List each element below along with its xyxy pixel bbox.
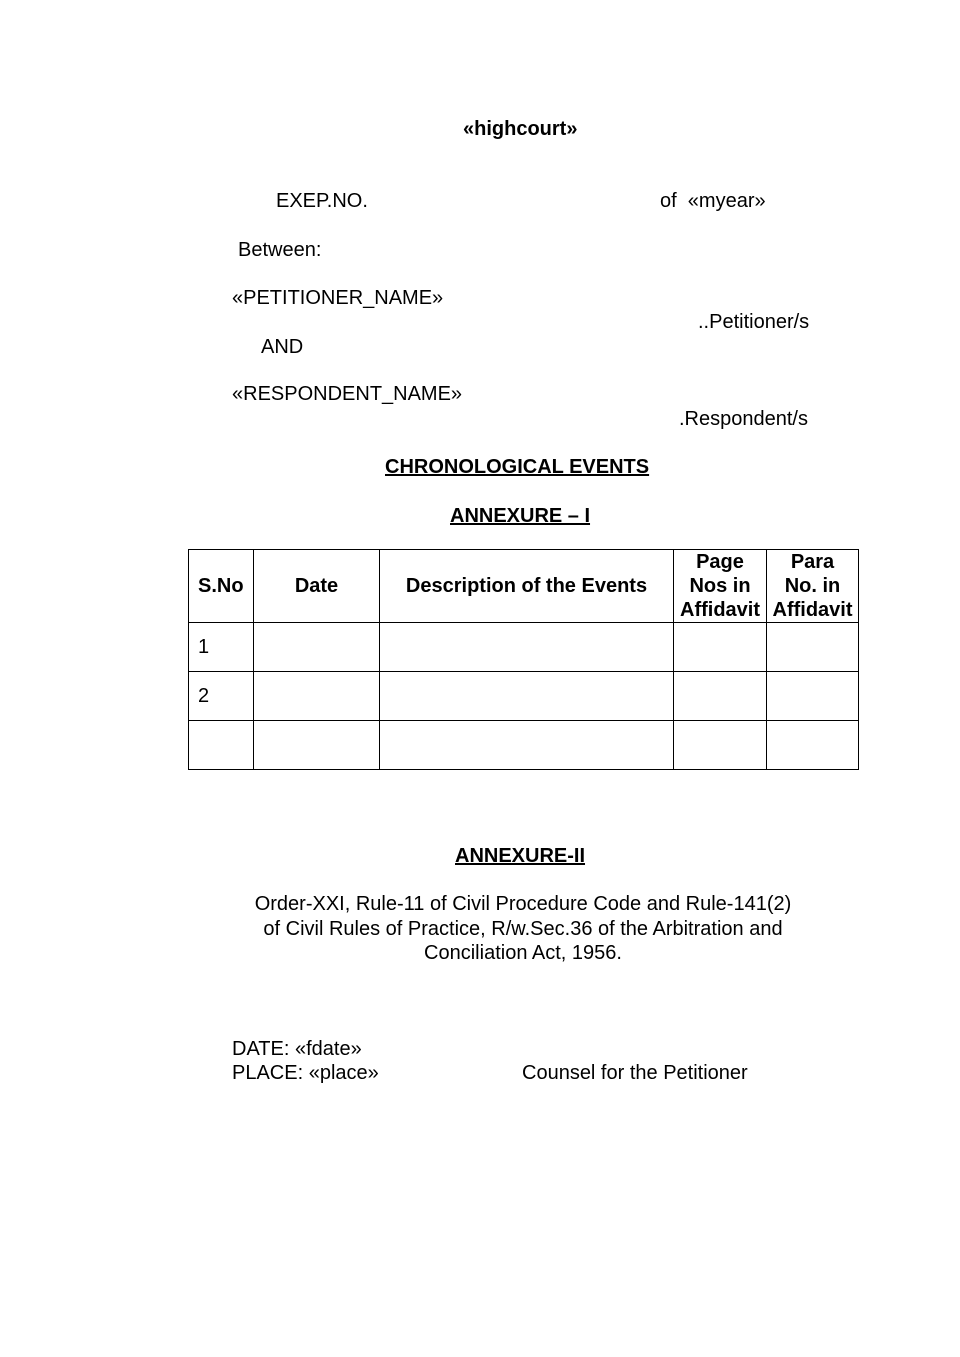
description-header: Description of the Events xyxy=(380,550,674,623)
respondent-role: .Respondent/s xyxy=(679,408,808,430)
page-nos-cell xyxy=(674,672,767,721)
para-no-header-line: No. in xyxy=(784,575,841,597)
table-row xyxy=(189,721,859,770)
description-cell xyxy=(380,721,674,770)
page-nos-header-line: Nos in xyxy=(689,575,751,597)
para-no-header-line: Affidavit xyxy=(772,599,853,621)
date-cell xyxy=(254,721,380,770)
order-reference xyxy=(232,892,814,966)
place-field: PLACE: «place» xyxy=(232,1062,379,1084)
sno-header: S.No xyxy=(189,550,254,623)
description-cell xyxy=(380,672,674,721)
case-year: of «myear» xyxy=(660,190,766,212)
petitioner-name: «PETITIONER_NAME» xyxy=(232,287,444,309)
annexure-2-heading: ANNEXURE-II xyxy=(455,845,586,867)
annexure-1-heading: ANNEXURE – I xyxy=(450,505,591,527)
para-no-cell xyxy=(767,672,859,721)
date-header: Date xyxy=(254,550,380,623)
date-field: DATE: «fdate» xyxy=(232,1038,362,1060)
page-nos-cell xyxy=(674,623,767,672)
page-nos-header xyxy=(674,550,767,623)
chronological-events-table xyxy=(188,549,859,770)
respondent-name: «RESPONDENT_NAME» xyxy=(232,383,463,405)
exep-number-label: EXEP.NO. xyxy=(276,190,368,212)
court-title: «highcourt» xyxy=(463,118,578,140)
order-line: Conciliation Act, 1956. xyxy=(424,942,622,964)
para-no-header xyxy=(767,550,859,623)
counsel-signature: Counsel for the Petitioner xyxy=(522,1062,748,1084)
table-row xyxy=(189,672,859,721)
page-nos-header-line: Affidavit xyxy=(680,599,760,621)
page-nos-header-line: Page xyxy=(696,551,744,573)
between-label: Between: xyxy=(238,239,322,261)
table-header-row xyxy=(189,550,859,623)
sno-cell: 1 xyxy=(189,623,254,672)
sno-cell: 2 xyxy=(189,672,254,721)
order-line: of Civil Rules of Practice, R/w.Sec.36 of the Arbitration and xyxy=(263,917,783,940)
date-cell xyxy=(254,623,380,672)
chronological-events-heading: CHRONOLOGICAL EVENTS xyxy=(385,456,650,478)
date-cell xyxy=(254,672,380,721)
description-cell xyxy=(380,623,674,672)
and-label: AND xyxy=(261,336,304,358)
order-line: Order-XXI, Rule-11 of Civil Procedure Code and Rule-141(2) xyxy=(254,893,792,915)
para-no-cell xyxy=(767,721,859,770)
para-no-cell xyxy=(767,623,859,672)
petitioner-role: ..Petitioner/s xyxy=(698,311,810,333)
para-no-header-line: Para xyxy=(790,551,835,573)
page-nos-cell xyxy=(674,721,767,770)
table-row xyxy=(189,623,859,672)
sno-cell xyxy=(189,721,254,770)
